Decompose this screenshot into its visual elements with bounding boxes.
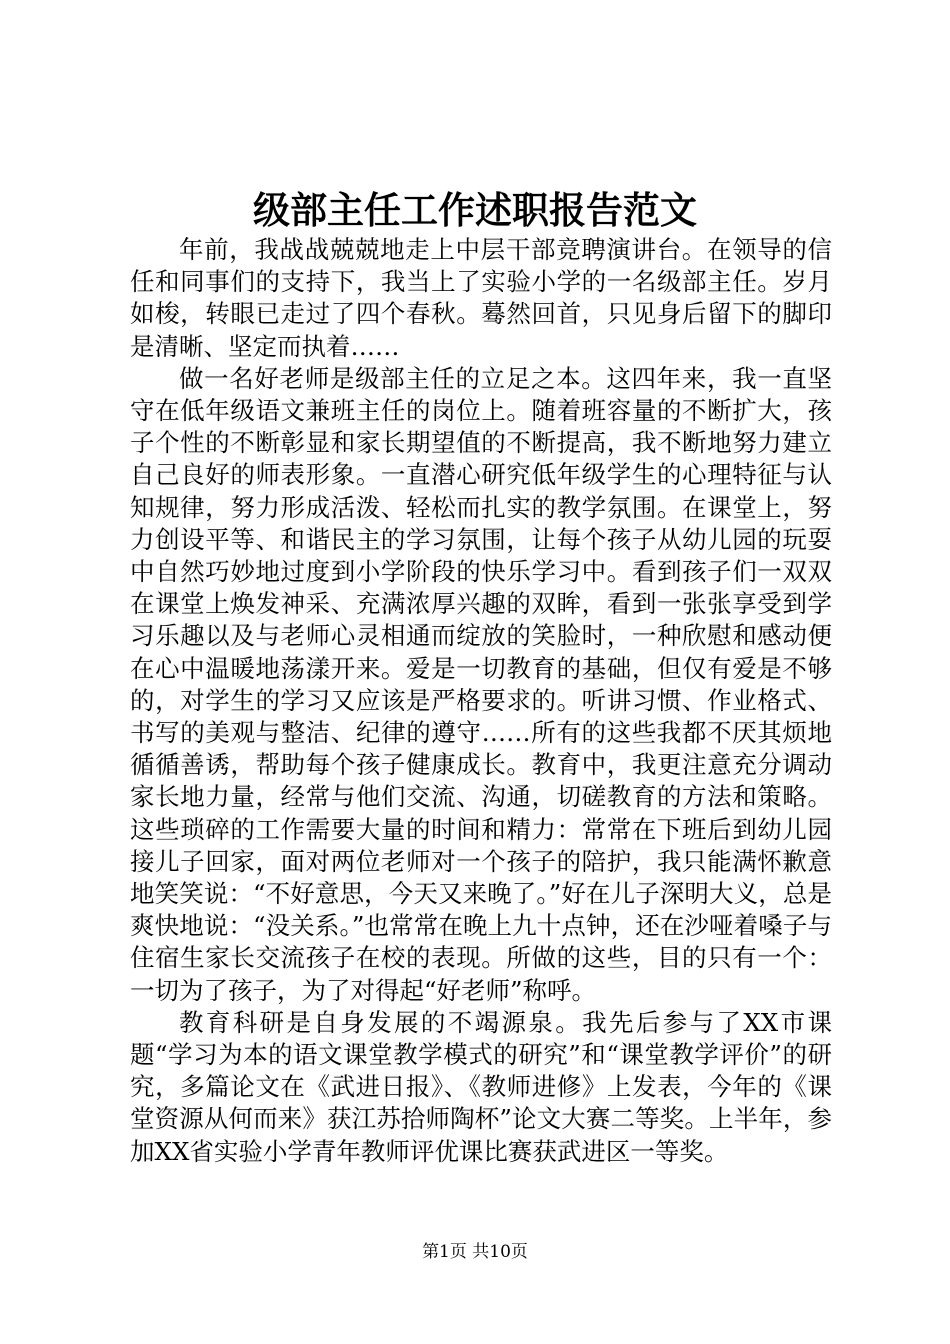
paragraph-research: 教育科研是自身发展的不竭源泉。我先后参与了XX市课题“学习为本的语文课堂教学模式的研究”和“课堂教学评价”的研究，多篇论文在《武进日报》、《教师进修》上发表，今年的《课堂资源从何而来》获江苏拾师陶杯”论文大赛二等奖。上半年，参加XX省实验小学青年教师评优课比赛获武进区一等奖。 xyxy=(130,1007,832,1166)
paragraph-intro: 年前，我战战兢兢地走上中层干部竞聘演讲台。在领导的信任和同事们的支持下，我当上了实验小学的一名级部主任。岁月如梭，转眼已走过了四个春秋。蓦然回首，只见身后留下的脚印是清晰、坚定而执着…… xyxy=(130,235,832,361)
page-title: 级部主任工作述职报告范文 xyxy=(253,188,697,232)
document-body xyxy=(130,234,832,1168)
page-footer: 第1页 共10页 xyxy=(422,1242,528,1262)
paragraph-teaching: 做一名好老师是级部主任的立足之本。这四年来，我一直坚守在低年级语文兼班主任的岗位上。随着班容量的不断扩大，孩子个性的不断彰显和家长期望值的不断提高，我不断地努力建立自己良好的师表形象。一直潜心研究低年级学生的心理特征与认知规律，努力形成活泼、轻松而扎实的教学氛围。在课堂上，努力创设平等、和谐民主的学习氛围，让每个孩子从幼儿园的玩耍中自然巧妙地过度到小学阶段的快乐学习中。看到孩子们一双双在课堂上焕发神采、充满浓厚兴趣的双眸，看到一张张享受到学习乐趣以及与老师心灵相通而绽放的笑脸时，一种欣慰和感动便在心中温暖地荡漾开来。爱是一切教育的基础，但仅有爱是不够的，对学生的学习又应该是严格要求的。听讲习惯、作业格式、书写的美观与整洁、纪律的遵守……所有的这些我都不厌其烦地循循善诱，帮助每个孩子健康成长。教育中，我更注意充分调动家长地力量，经常与他们交流、沟通，切磋教育的方法和策略。这些琐碎的工作需要大量的时间和精力：常常在下班后到幼儿园接儿子回家，面对两位老师对一个孩子的陪护，我只能满怀歉意地笑笑说：“不好意思，今天又来晚了。”好在儿子深明大义，总是爽快地说：“没关系。”也常常在晚上九十点钟，还在沙哑着嗓子与住宿生家长交流孩子在校的表现。所做的这些，目的只有一个：一切为了孩子，为了对得起“好老师”称呼。 xyxy=(130,363,832,1005)
